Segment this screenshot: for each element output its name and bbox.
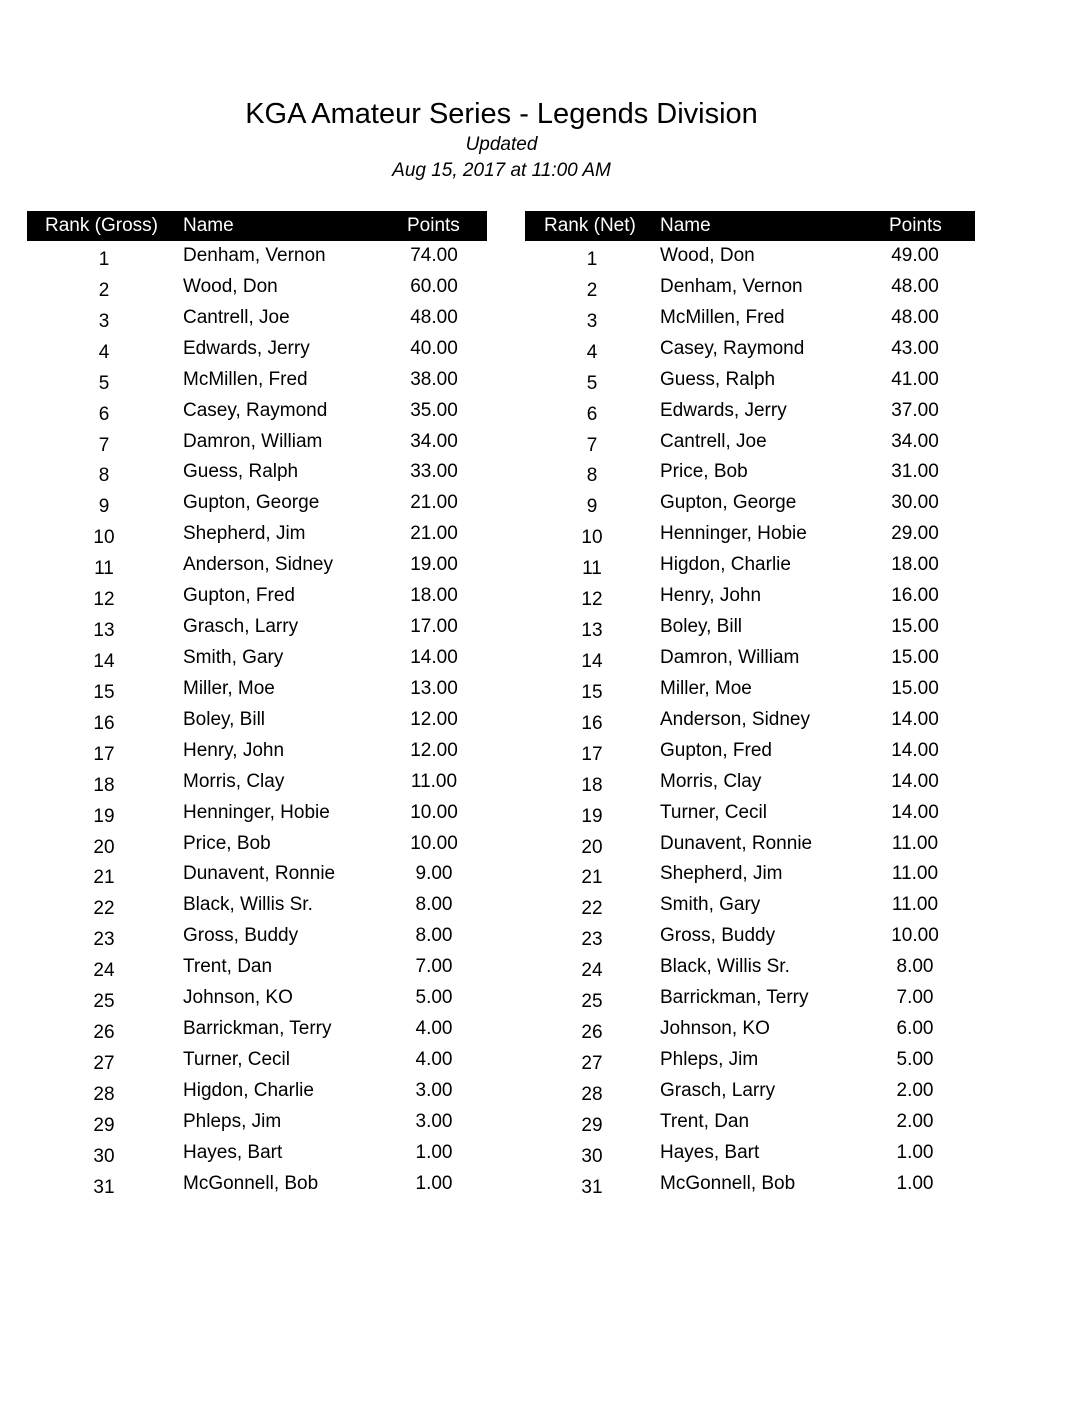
net-table-row (525, 859, 975, 890)
gross-rank-cell: 14 (93, 650, 115, 672)
gross-name-cell: Henry, John (183, 739, 285, 761)
gross-points-cell: 5.00 (415, 987, 453, 1009)
net-rank-cell: 26 (581, 1022, 603, 1044)
net-name-cell: Boley, Bill (660, 616, 743, 638)
net-name-cell: Henninger, Hobie (660, 523, 807, 545)
net-points-cell: 16.00 (891, 585, 939, 607)
net-points-cell: 7.00 (896, 987, 934, 1009)
gross-rank-cell: 9 (98, 496, 110, 518)
net-rank-cell: 27 (581, 1052, 603, 1074)
gross-points-cell: 60.00 (410, 275, 458, 297)
gross-name-cell: Price, Bob (183, 832, 271, 854)
gross-name-cell: Gross, Buddy (183, 925, 299, 947)
net-table-row (525, 241, 975, 272)
gross-points-cell: 40.00 (410, 337, 458, 359)
net-rank-cell: 15 (581, 681, 603, 703)
net-rank-cell: 3 (586, 310, 598, 332)
net-name-cell: Trent, Dan (660, 1110, 750, 1132)
gross-table-row (27, 612, 487, 643)
gross-rank-cell: 3 (98, 310, 110, 332)
net-points-cell: 41.00 (891, 368, 939, 390)
net-table-row (525, 829, 975, 860)
net-points-cell: 18.00 (891, 554, 939, 576)
gross-name-cell: Hayes, Bart (183, 1141, 283, 1163)
gross-name-cell: Damron, William (183, 430, 323, 452)
net-points-cell: 14.00 (891, 708, 939, 730)
gross-name-cell: Denham, Vernon (183, 245, 326, 266)
net-name-cell: Miller, Moe (660, 677, 752, 699)
net-points-cell: 15.00 (891, 616, 939, 638)
net-rank-cell: 6 (586, 403, 598, 425)
net-points-cell: 11.00 (891, 894, 939, 916)
net-table-row (525, 983, 975, 1014)
gross-rank-cell: 6 (98, 403, 110, 425)
gross-table-row (27, 705, 487, 736)
gross-table-row (27, 365, 487, 396)
gross-rank-cell: 30 (93, 1145, 115, 1167)
gross-table-row (27, 798, 487, 829)
gross-rank-cell: 10 (93, 527, 115, 549)
net-table-row (525, 427, 975, 458)
net-name-cell: Gupton, Fred (660, 739, 772, 761)
gross-rank-cell: 19 (93, 805, 115, 827)
updated-timestamp: Aug 15, 2017 at 11:00 AM (392, 160, 611, 181)
gross-name-cell: Grasch, Larry (183, 616, 299, 638)
net-rank-cell: 14 (581, 650, 603, 672)
gross-table-row (27, 921, 487, 952)
gross-table-row (27, 457, 487, 488)
net-name-cell: Shepherd, Jim (660, 863, 783, 885)
gross-name-cell: Gupton, Fred (183, 585, 295, 607)
net-points-cell: 6.00 (896, 1018, 934, 1040)
gross-points-cell: 38.00 (410, 368, 458, 390)
net-points-cell: 15.00 (891, 677, 939, 699)
gross-table-row (27, 1169, 487, 1200)
gross-table-row (27, 272, 487, 303)
net-points-cell: 5.00 (896, 1048, 934, 1070)
net-points-cell: 8.00 (896, 956, 934, 978)
net-table-row (525, 612, 975, 643)
net-table-row (525, 303, 975, 334)
gross-table-row (27, 983, 487, 1014)
net-rank-cell: 25 (581, 991, 603, 1013)
gross-points-cell: 9.00 (415, 863, 453, 885)
net-name-cell: McGonnell, Bob (660, 1172, 796, 1194)
net-points-cell: 30.00 (891, 492, 939, 514)
gross-table-row (27, 488, 487, 519)
net-table-row (525, 365, 975, 396)
gross-table-row (27, 581, 487, 612)
gross-rank-cell: 26 (93, 1022, 115, 1044)
net-table-row (525, 643, 975, 674)
net-points-cell: 2.00 (896, 1079, 934, 1101)
gross-rank-header: Rank (Gross) (45, 215, 158, 236)
net-table-row (525, 798, 975, 829)
net-table-row (525, 334, 975, 365)
gross-points-cell: 13.00 (410, 677, 458, 699)
net-rank-cell: 7 (586, 434, 598, 456)
gross-name-cell: Morris, Clay (183, 770, 285, 792)
gross-points-cell: 74.00 (410, 245, 458, 266)
gross-points-cell: 7.00 (415, 956, 453, 978)
net-points-cell: 34.00 (891, 430, 939, 452)
gross-table-row (27, 952, 487, 983)
net-name-cell: Barrickman, Terry (660, 987, 809, 1009)
net-name-cell: Denham, Vernon (660, 275, 803, 297)
net-rank-cell: 17 (581, 743, 603, 765)
page-title: KGA Amateur Series - Legends Division (245, 98, 758, 130)
gross-points-cell: 21.00 (410, 523, 458, 545)
net-table-row (525, 519, 975, 550)
gross-points-cell: 1.00 (415, 1172, 453, 1194)
net-name-cell: Black, Willis Sr. (660, 956, 790, 978)
net-points-cell: 1.00 (896, 1172, 934, 1194)
gross-points-cell: 14.00 (410, 646, 458, 668)
gross-name-cell: Cantrell, Joe (183, 306, 290, 328)
gross-points-cell: 1.00 (415, 1141, 453, 1163)
gross-points-cell: 4.00 (415, 1048, 453, 1070)
net-rank-cell: 13 (581, 620, 603, 642)
gross-name-cell: Henninger, Hobie (183, 801, 330, 823)
net-table-row (525, 1076, 975, 1107)
net-table-header (525, 211, 975, 241)
gross-name-cell: Edwards, Jerry (183, 337, 310, 359)
gross-rank-cell: 18 (93, 774, 115, 796)
gross-rank-cell: 13 (93, 620, 115, 642)
gross-name-cell: Higdon, Charlie (183, 1079, 314, 1101)
net-points-cell: 11.00 (891, 863, 939, 885)
gross-rank-cell: 5 (98, 372, 110, 394)
gross-rank-cell: 24 (93, 960, 115, 982)
net-table-row (525, 272, 975, 303)
net-table-row (525, 488, 975, 519)
gross-name-cell: Johnson, KO (183, 987, 293, 1009)
gross-table-row (27, 1107, 487, 1138)
net-rank-cell: 29 (581, 1114, 603, 1136)
net-table-row (525, 1107, 975, 1138)
net-points-cell: 15.00 (891, 646, 939, 668)
gross-table-row (27, 519, 487, 550)
net-name-cell: Phleps, Jim (660, 1048, 759, 1070)
gross-rank-cell: 25 (93, 991, 115, 1013)
gross-rank-cell: 28 (93, 1083, 115, 1105)
net-points-cell: 10.00 (891, 925, 939, 947)
gross-table-row (27, 890, 487, 921)
net-rank-cell: 19 (581, 805, 603, 827)
net-rank-cell: 8 (586, 465, 598, 487)
gross-name-cell: McMillen, Fred (183, 368, 308, 390)
net-table-row (525, 952, 975, 983)
net-standings-table (525, 211, 975, 1200)
gross-name-cell: Shepherd, Jim (183, 523, 306, 545)
net-name-cell: Henry, John (660, 585, 762, 607)
net-name-cell: Damron, William (660, 646, 800, 668)
gross-points-header: Points (407, 215, 460, 236)
gross-name-cell: Boley, Bill (183, 708, 266, 730)
gross-name-cell: Dunavent, Ronnie (183, 863, 336, 885)
net-table-row (525, 396, 975, 427)
gross-rank-cell: 16 (93, 712, 115, 734)
net-points-cell: 37.00 (891, 399, 939, 421)
gross-table-row (27, 1138, 487, 1169)
net-points-cell: 14.00 (891, 770, 939, 792)
net-points-cell: 1.00 (896, 1141, 934, 1163)
net-table-row (525, 457, 975, 488)
net-name-cell: Smith, Gary (660, 894, 761, 916)
gross-points-cell: 34.00 (410, 430, 458, 452)
gross-name-cell: Miller, Moe (183, 677, 275, 699)
net-rank-cell: 9 (586, 496, 598, 518)
net-table-row (525, 550, 975, 581)
gross-table-row (27, 334, 487, 365)
gross-points-cell: 10.00 (410, 801, 458, 823)
gross-points-cell: 3.00 (415, 1110, 453, 1132)
net-rank-cell: 28 (581, 1083, 603, 1105)
gross-name-cell: Wood, Don (183, 275, 278, 297)
gross-points-cell: 3.00 (415, 1079, 453, 1101)
gross-points-cell: 11.00 (410, 770, 458, 792)
gross-table-row (27, 1076, 487, 1107)
gross-name-cell: McGonnell, Bob (183, 1172, 319, 1194)
gross-name-cell: Casey, Raymond (183, 399, 328, 421)
net-name-cell: Price, Bob (660, 461, 748, 483)
net-name-cell: Guess, Ralph (660, 368, 776, 390)
gross-table-row (27, 767, 487, 798)
net-table-row (525, 581, 975, 612)
gross-rank-cell: 29 (93, 1114, 115, 1136)
gross-table-row (27, 736, 487, 767)
net-points-cell: 31.00 (891, 461, 939, 483)
gross-name-header: Name (183, 215, 234, 236)
gross-rank-cell: 4 (98, 341, 110, 363)
net-points-header: Points (889, 215, 942, 236)
gross-table-row (27, 303, 487, 334)
net-points-cell: 11.00 (891, 832, 939, 854)
gross-points-cell: 18.00 (410, 585, 458, 607)
net-name-cell: Higdon, Charlie (660, 554, 791, 576)
gross-rank-cell: 12 (93, 589, 115, 611)
gross-standings-table (27, 211, 487, 1200)
net-points-cell: 14.00 (891, 801, 939, 823)
gross-rank-cell: 8 (98, 465, 110, 487)
net-table-row (525, 1014, 975, 1045)
gross-name-cell: Smith, Gary (183, 646, 284, 668)
gross-points-cell: 48.00 (410, 306, 458, 328)
net-rank-cell: 5 (586, 372, 598, 394)
gross-name-cell: Gupton, George (183, 492, 320, 514)
net-points-cell: 48.00 (891, 306, 939, 328)
gross-name-cell: Black, Willis Sr. (183, 894, 313, 916)
gross-points-cell: 21.00 (410, 492, 458, 514)
gross-rank-cell: 27 (93, 1052, 115, 1074)
net-table-row (525, 1169, 975, 1200)
net-rank-cell: 20 (581, 836, 603, 858)
net-points-cell: 14.00 (891, 739, 939, 761)
gross-table-row (27, 427, 487, 458)
gross-rank-cell: 21 (93, 867, 115, 889)
net-name-cell: Morris, Clay (660, 770, 762, 792)
gross-rank-cell: 20 (93, 836, 115, 858)
net-points-cell: 29.00 (891, 523, 939, 545)
net-table-row (525, 890, 975, 921)
net-rank-cell: 1 (586, 249, 598, 270)
gross-table-row (27, 241, 487, 272)
gross-rank-cell: 23 (93, 929, 115, 951)
gross-name-cell: Barrickman, Terry (183, 1018, 332, 1040)
gross-points-cell: 12.00 (410, 708, 458, 730)
net-table-row (525, 674, 975, 705)
gross-name-cell: Guess, Ralph (183, 461, 299, 483)
net-name-cell: Johnson, KO (660, 1018, 770, 1040)
gross-rank-cell: 1 (98, 249, 110, 270)
net-rank-cell: 23 (581, 929, 603, 951)
net-table-body (525, 241, 975, 1200)
net-rank-cell: 24 (581, 960, 603, 982)
net-name-cell: Anderson, Sidney (660, 708, 810, 730)
net-name-cell: Gross, Buddy (660, 925, 776, 947)
net-rank-cell: 4 (586, 341, 598, 363)
gross-table-row (27, 396, 487, 427)
net-table-row (525, 1045, 975, 1076)
net-name-cell: Dunavent, Ronnie (660, 832, 813, 854)
gross-rank-cell: 31 (93, 1176, 115, 1198)
net-name-cell: Wood, Don (660, 245, 755, 266)
net-rank-cell: 11 (582, 558, 602, 580)
gross-table-row (27, 550, 487, 581)
net-rank-cell: 30 (581, 1145, 603, 1167)
gross-rank-cell: 15 (93, 681, 115, 703)
gross-table-header (27, 211, 487, 241)
net-name-cell: Casey, Raymond (660, 337, 805, 359)
net-name-cell: Edwards, Jerry (660, 399, 787, 421)
gross-table-row (27, 643, 487, 674)
gross-table-row (27, 674, 487, 705)
gross-rank-cell: 7 (98, 434, 110, 456)
gross-table-row (27, 829, 487, 860)
gross-table-row (27, 1014, 487, 1045)
gross-points-cell: 19.00 (410, 554, 458, 576)
net-points-cell: 43.00 (891, 337, 939, 359)
net-rank-cell: 10 (581, 527, 603, 549)
gross-rank-cell: 22 (93, 898, 115, 920)
net-points-cell: 49.00 (891, 245, 939, 266)
net-name-cell: Hayes, Bart (660, 1141, 760, 1163)
gross-points-cell: 10.00 (410, 832, 458, 854)
gross-rank-cell: 2 (98, 279, 110, 301)
gross-points-cell: 8.00 (415, 894, 453, 916)
net-table-row (525, 1138, 975, 1169)
gross-name-cell: Phleps, Jim (183, 1110, 282, 1132)
net-name-cell: McMillen, Fred (660, 306, 785, 328)
net-rank-cell: 16 (581, 712, 603, 734)
net-name-cell: Gupton, George (660, 492, 797, 514)
gross-table-body (27, 241, 487, 1200)
net-rank-header: Rank (Net) (544, 215, 636, 236)
net-table-row (525, 736, 975, 767)
net-rank-cell: 2 (586, 279, 598, 301)
gross-points-cell: 4.00 (415, 1018, 453, 1040)
page-subtitle: Updated (465, 134, 538, 155)
net-table-row (525, 767, 975, 798)
gross-points-cell: 35.00 (410, 399, 458, 421)
net-table-row (525, 921, 975, 952)
net-name-cell: Turner, Cecil (660, 801, 767, 823)
gross-table-row (27, 859, 487, 890)
gross-table-row (27, 1045, 487, 1076)
net-rank-cell: 18 (581, 774, 603, 796)
net-name-header: Name (660, 215, 711, 236)
net-rank-cell: 22 (581, 898, 603, 920)
gross-name-cell: Turner, Cecil (183, 1048, 290, 1070)
net-name-cell: Cantrell, Joe (660, 430, 767, 452)
net-points-cell: 48.00 (891, 275, 939, 297)
gross-rank-cell: 11 (94, 558, 114, 580)
gross-points-cell: 17.00 (410, 616, 458, 638)
net-table-row (525, 705, 975, 736)
gross-name-cell: Trent, Dan (183, 956, 273, 978)
net-rank-cell: 12 (581, 589, 603, 611)
net-name-cell: Grasch, Larry (660, 1079, 776, 1101)
gross-points-cell: 33.00 (410, 461, 458, 483)
gross-points-cell: 8.00 (415, 925, 453, 947)
net-points-cell: 2.00 (896, 1110, 934, 1132)
gross-rank-cell: 17 (93, 743, 115, 765)
net-rank-cell: 31 (581, 1176, 603, 1198)
gross-points-cell: 12.00 (410, 739, 458, 761)
gross-name-cell: Anderson, Sidney (183, 554, 333, 576)
net-rank-cell: 21 (581, 867, 603, 889)
